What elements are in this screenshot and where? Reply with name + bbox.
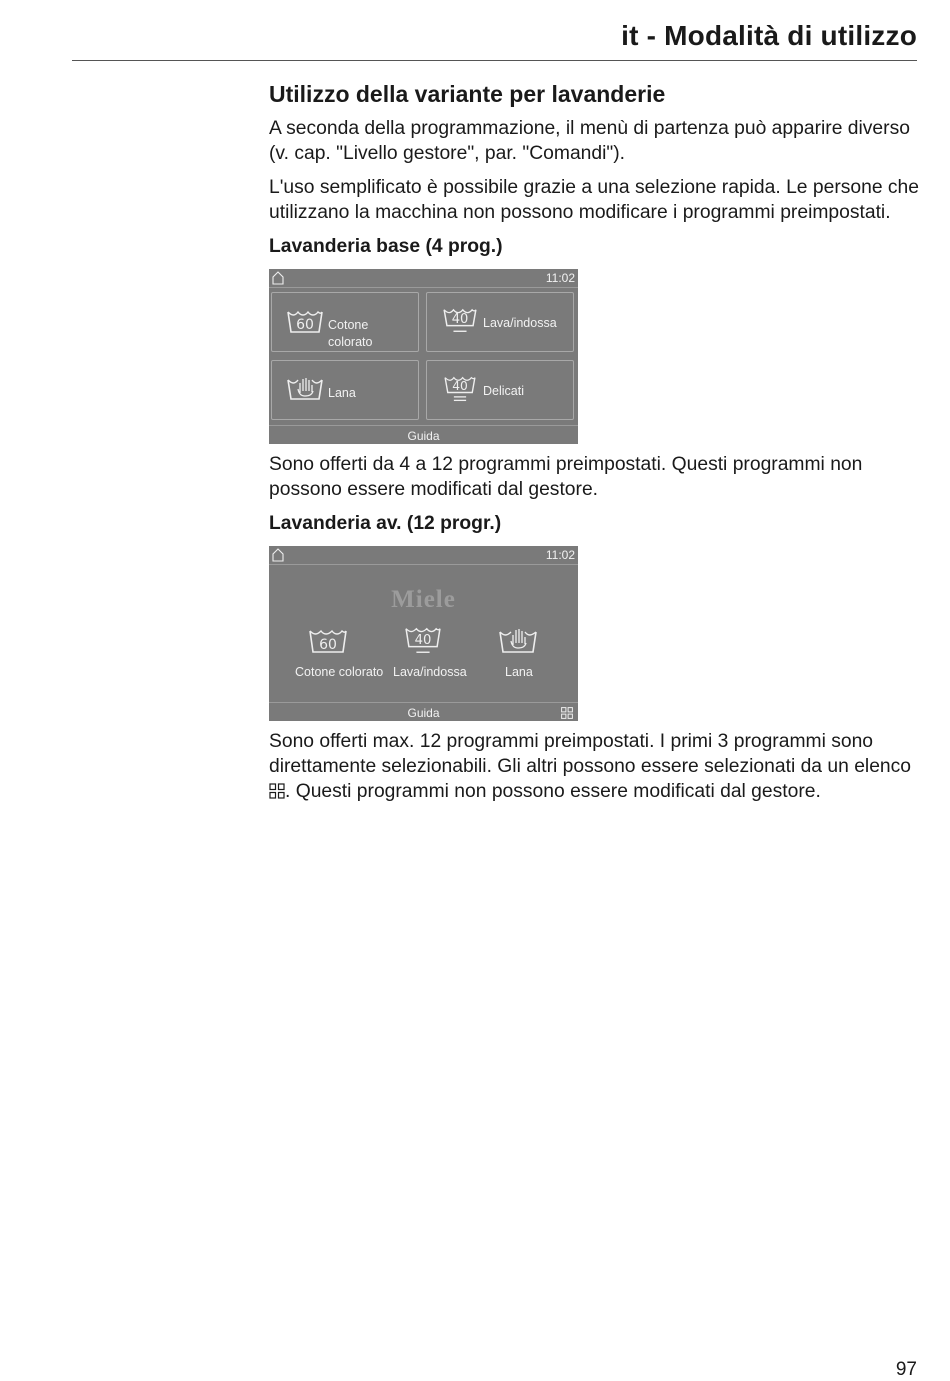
advanced-note-text-1: Sono offerti max. 12 programmi preimpostati. I primi 3 programmi sono direttamente selezionabili. Gli altri possono essere selezionati da un elenco bbox=[269, 731, 912, 777]
bottom-divider bbox=[269, 702, 578, 703]
advanced-note-paragraph bbox=[269, 729, 919, 804]
program-tile-delicati[interactable] bbox=[426, 360, 574, 420]
base-note-paragraph: Sono offerti da 4 a 12 programmi preimpostati. Questi programmi non possono essere modificati dal gestore. bbox=[269, 454, 863, 500]
header-divider bbox=[72, 60, 917, 61]
guida-button[interactable]: Guida bbox=[407, 706, 440, 720]
tile-label: Lava/indossa bbox=[483, 316, 557, 330]
intro-paragraph: A seconda della programmazione, il menù di partenza può apparire diverso (v. cap. "Livello gestore", par. "Comandi"). bbox=[269, 118, 910, 164]
svg-text:40: 40 bbox=[451, 311, 469, 327]
program-label-lava-indossa: Lava/indossa bbox=[393, 665, 467, 679]
svg-text:40: 40 bbox=[414, 632, 432, 648]
program-list-icon bbox=[269, 783, 285, 799]
main-content bbox=[269, 78, 919, 813]
base-variant-heading: Lavanderia base (4 prog.) bbox=[269, 236, 503, 257]
wash-60-icon[interactable] bbox=[308, 626, 348, 658]
handwash-wool-icon bbox=[286, 375, 324, 403]
advanced-display-screen bbox=[269, 546, 578, 721]
top-divider bbox=[269, 287, 578, 288]
simplified-use-paragraph: L'uso semplificato è possibile grazie a una selezione rapida. Le persone che utilizzano la macchina non possono modificare i programmi preimpostati. bbox=[269, 177, 920, 223]
program-label-lana: Lana bbox=[505, 665, 533, 679]
wash-60-icon bbox=[286, 309, 324, 337]
top-divider bbox=[269, 564, 578, 565]
advanced-note-text-2: . Questi programmi non possono essere modificati dal gestore. bbox=[285, 781, 821, 802]
miele-logo: Miele bbox=[391, 586, 456, 613]
base-display-screen bbox=[269, 269, 578, 444]
guida-button[interactable]: Guida bbox=[407, 429, 440, 443]
home-icon[interactable] bbox=[272, 548, 284, 562]
wash-40-easycare-icon[interactable] bbox=[403, 624, 443, 656]
page-header-title: it - Modalità di utilizzo bbox=[621, 20, 917, 51]
tile-label: Lana bbox=[328, 386, 356, 400]
home-icon[interactable] bbox=[272, 271, 284, 285]
clock-time: 11:02 bbox=[545, 548, 575, 562]
advanced-variant-heading: Lavanderia av. (12 progr.) bbox=[269, 513, 502, 534]
page-number: 97 bbox=[895, 1359, 917, 1380]
handwash-wool-icon[interactable] bbox=[498, 624, 538, 656]
program-label-cotone-colorato: Cotone colorato bbox=[295, 665, 384, 679]
section-heading: Utilizzo della variante per lavanderie bbox=[269, 81, 666, 107]
bottom-divider bbox=[269, 425, 578, 426]
wash-40-easycare-icon bbox=[441, 307, 479, 335]
svg-text:60: 60 bbox=[296, 317, 314, 333]
program-list-icon[interactable] bbox=[561, 707, 573, 719]
tile-label: Cotone colorato bbox=[328, 318, 373, 349]
clock-time: 11:02 bbox=[545, 271, 575, 285]
tile-label: Delicati bbox=[483, 384, 524, 398]
svg-text:40: 40 bbox=[452, 378, 468, 393]
program-tile-cotone-colorato[interactable] bbox=[271, 292, 419, 352]
wash-40-delicate-icon bbox=[441, 375, 479, 403]
program-tile-lava-indossa[interactable] bbox=[426, 292, 574, 352]
program-tile-lana[interactable] bbox=[271, 360, 419, 420]
svg-text:60: 60 bbox=[319, 637, 337, 653]
